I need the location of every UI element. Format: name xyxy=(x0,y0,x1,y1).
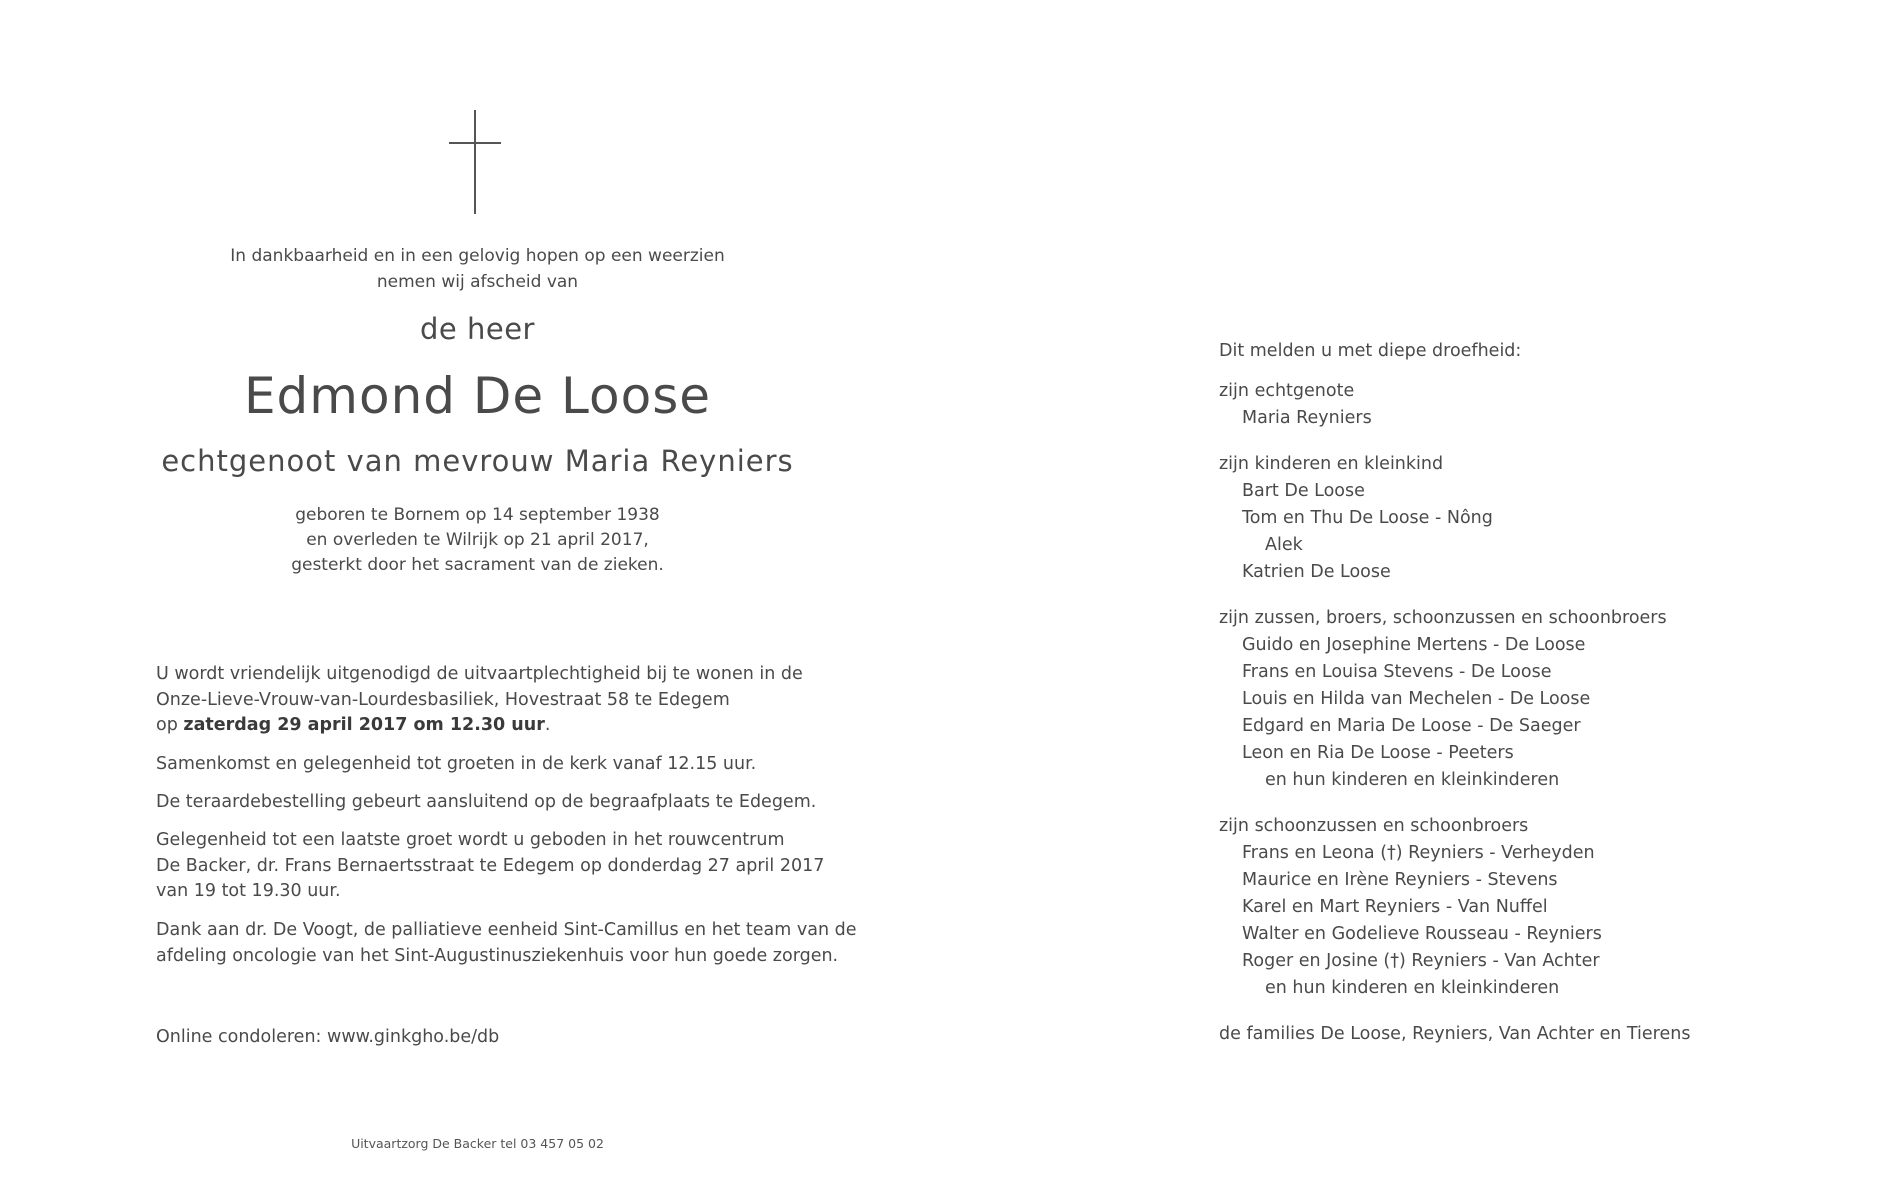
ceremony-invitation xyxy=(156,662,803,739)
birth-line: geboren te Bornem op 14 september 1938 xyxy=(295,505,660,525)
intro-line-2: nemen wij afscheid van xyxy=(376,272,579,292)
sacrament-line: gesterkt door het sacrament van de zieken. xyxy=(291,555,664,575)
cross-icon xyxy=(449,110,501,214)
intro-text xyxy=(145,243,810,295)
list-item: Guido en Josephine Mertens - De Loose xyxy=(1242,635,1586,655)
farewell-line-3: van 19 tot 19.30 uur. xyxy=(156,881,341,901)
group-heading: zijn schoonzussen en schoonbroers xyxy=(1219,816,1529,836)
thanks-text xyxy=(156,918,856,969)
ceremony-line-1: U wordt vriendelijk uitgenodigd de uitvaartplechtigheid bij te wonen in de xyxy=(156,664,803,684)
spouse-group xyxy=(1219,378,1779,432)
list-item: Maria Reyniers xyxy=(1242,408,1372,428)
list-item: Katrien De Loose xyxy=(1242,562,1391,582)
list-item: Tom en Thu De Loose - Nông xyxy=(1242,508,1493,528)
thanks-line-2: afdeling oncologie van het Sint-Augustinusziekenhuis voor hun goede zorgen. xyxy=(156,945,839,966)
thanks-line-1: Dank aan dr. De Voogt, de palliatieve eenheid Sint-Camillus en het team van de xyxy=(156,920,857,940)
funeral-home-footer: Uitvaartzorg De Backer tel 03 457 05 02 xyxy=(351,1136,604,1151)
list-item: Alek xyxy=(1265,535,1303,555)
inlaws-group xyxy=(1219,813,1779,1002)
salutation: de heer xyxy=(420,312,535,346)
farewell-line-1: Gelegenheid tot een laatste groet wordt u geboden in het rouwcentrum xyxy=(156,830,785,850)
list-item: Louis en Hilda van Mechelen - De Loose xyxy=(1242,689,1591,709)
list-note: en hun kinderen en kleinkinderen xyxy=(1265,978,1560,998)
burial-text: De teraardebestelling gebeurt aansluitend op de begraafplaats te Edegem. xyxy=(156,792,817,812)
family-list xyxy=(1219,338,1779,1048)
ceremony-line-3: op zaterdag 29 april 2017 om 12.30 uur. xyxy=(156,715,551,735)
group-heading: zijn kinderen en kleinkind xyxy=(1219,454,1444,474)
deceased-name: Edmond De Loose xyxy=(243,367,712,425)
group-heading: zijn echtgenote xyxy=(1219,381,1355,401)
list-item: Roger en Josine (†) Reyniers - Van Achter xyxy=(1242,951,1600,971)
gathering-text: Samenkomst en gelegenheid tot groeten in de kerk vanaf 12.15 uur. xyxy=(156,754,757,774)
children-group xyxy=(1219,451,1779,586)
spouse-line: echtgenoot van mevrouw Maria Reyniers xyxy=(161,444,794,478)
farewell-line-2: De Backer, dr. Frans Bernaertsstraat te Edegem op donderdag 27 april 2017 xyxy=(156,855,825,876)
ceremony-line-2: Onze-Lieve-Vrouw-van-Lourdesbasiliek, Hovestraat 58 te Edegem xyxy=(156,689,730,710)
family-intro: Dit melden u met diepe droefheid: xyxy=(1219,341,1522,361)
siblings-group xyxy=(1219,605,1779,794)
list-item: Maurice en Irène Reyniers - Stevens xyxy=(1242,870,1558,890)
intro-line-1: In dankbaarheid en in een gelovig hopen op een weerzien xyxy=(230,246,725,266)
list-item: Karel en Mart Reyniers - Van Nuffel xyxy=(1242,897,1548,917)
families-line: de families De Loose, Reyniers, Van Achter en Tierens xyxy=(1219,1024,1691,1044)
life-dates xyxy=(145,503,810,578)
group-heading: zijn zussen, broers, schoonzussen en schoonbroers xyxy=(1219,608,1667,628)
list-item: Bart De Loose xyxy=(1242,481,1365,501)
ceremony-date: zaterdag 29 april 2017 om 12.30 uur xyxy=(183,715,545,735)
list-item: Walter en Godelieve Rousseau - Reyniers xyxy=(1242,924,1602,944)
list-item: Frans en Louisa Stevens - De Loose xyxy=(1242,662,1552,682)
farewell-text xyxy=(156,828,824,905)
list-item: Leon en Ria De Loose - Peeters xyxy=(1242,743,1514,763)
death-line: en overleden te Wilrijk op 21 april 2017, xyxy=(306,530,649,550)
list-item: Frans en Leona (†) Reyniers - Verheyden xyxy=(1242,843,1595,863)
list-note: en hun kinderen en kleinkinderen xyxy=(1265,770,1560,790)
online-condolence: Online condoleren: www.ginkgho.be/db xyxy=(156,1027,500,1047)
list-item: Edgard en Maria De Loose - De Saeger xyxy=(1242,716,1581,736)
